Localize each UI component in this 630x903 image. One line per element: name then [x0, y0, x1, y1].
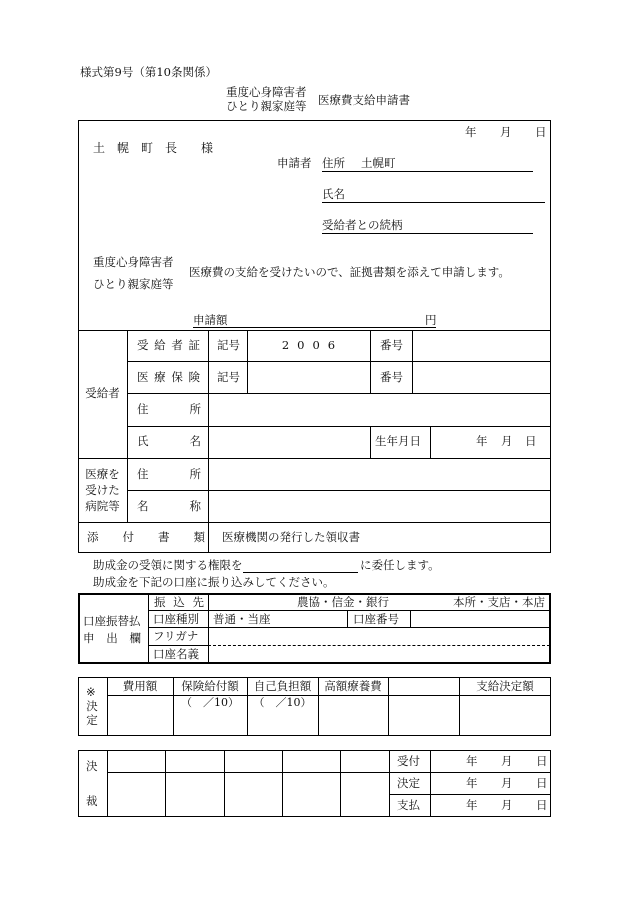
hospital-name-label: 名称 [137, 499, 201, 513]
amount-unit: 円 [425, 313, 437, 327]
delegation-suffix: に委任します。 [360, 558, 440, 572]
paid-date-day: 日 [536, 798, 548, 812]
self-pay-ratio-placeholder: （ ／10） [253, 696, 312, 709]
grid-line [388, 677, 389, 736]
applicant-address-value: 土幌町 [361, 156, 396, 170]
applicant-name-underline [322, 202, 545, 203]
relationship-underline [322, 233, 533, 234]
approval-row-decided: 決定 [397, 776, 420, 790]
grid-line [107, 772, 550, 773]
certificate-number-label: 番号 [380, 338, 403, 352]
approval-row-received: 受付 [397, 754, 420, 768]
grid-line [127, 426, 551, 427]
form-title: 医療費支給申請書 [318, 93, 410, 107]
delegation-underline [243, 572, 358, 573]
certificate-symbol-label: 記号 [217, 338, 240, 352]
recipient-address-label: 住所 [137, 402, 201, 416]
grid-line [430, 750, 431, 817]
account-type-label: 口座種別 [153, 612, 199, 626]
transfer-request: 助成金を下記の口座に振り込みしてください。 [93, 575, 335, 589]
paid-date-month: 月 [501, 798, 513, 812]
grid-line [148, 610, 550, 611]
applicant-label: 申請者 [277, 156, 312, 170]
account-number-label: 口座番号 [353, 612, 399, 626]
received-date-day: 日 [536, 754, 548, 768]
grid-line [78, 522, 551, 523]
bank-section-label-line1: 口座振替払 [83, 614, 141, 628]
grid-line [107, 750, 108, 817]
birthdate-year: 年 [476, 434, 488, 448]
hospital-section-label-line1: 医療を [85, 467, 120, 481]
application-date-day: 日 [535, 125, 547, 139]
application-date-year: 年 [465, 125, 477, 139]
grid-line [282, 750, 283, 817]
amount-underline [193, 327, 436, 328]
grid-line [148, 627, 550, 628]
grid-line [148, 645, 208, 646]
decision-mark: ※ [86, 685, 96, 699]
grid-line [370, 426, 371, 458]
relationship-label: 受給者との続柄 [322, 218, 403, 232]
payee-label: 振込先 [154, 595, 204, 609]
insurance-symbol-label: 記号 [217, 370, 240, 384]
form-title-category-line2: ひとり親家庭等 [226, 99, 307, 113]
grid-line [224, 750, 225, 817]
approval-label-top: 決 [86, 759, 98, 773]
column-high-cost: 高額療養費 [324, 679, 382, 693]
column-cost: 費用額 [122, 679, 158, 693]
hospital-address-label: 住所 [137, 467, 201, 481]
applicant-name-label: 氏名 [322, 187, 345, 201]
furigana-divider [208, 645, 550, 646]
birthdate-day: 日 [525, 434, 537, 448]
decided-date-year: 年 [466, 776, 478, 790]
grid-line [78, 458, 551, 459]
form-number: 様式第9号（第10条関係） [80, 65, 217, 79]
decision-section-label: 決定 [85, 700, 99, 728]
column-insurance-benefit: 保険給付額 [181, 679, 239, 693]
approval-label-bottom: 裁 [86, 794, 98, 808]
grid-line [148, 593, 149, 664]
form-title-category-line1: 重度心身障害者 [226, 85, 307, 99]
grid-line [370, 330, 371, 393]
grid-line [347, 610, 348, 627]
amount-label: 申請額 [193, 313, 228, 327]
grid-line [340, 750, 341, 817]
birthdate-month: 月 [501, 434, 513, 448]
decided-date-day: 日 [536, 776, 548, 790]
approval-row-paid: 支払 [397, 798, 420, 812]
application-date-month: 月 [500, 125, 512, 139]
attachments-label: 添付書類 [87, 530, 205, 544]
hospital-section-label-line2: 受けた [85, 483, 120, 497]
hospital-section-label-line3: 病院等 [85, 499, 120, 513]
bank-section-label-line2: 申出欄 [83, 631, 141, 645]
certificate-symbol-value: 2006 [281, 338, 344, 352]
grid-line [78, 330, 551, 331]
insurance-number-label: 番号 [380, 370, 403, 384]
grid-line [430, 426, 431, 458]
grid-line [127, 490, 551, 491]
grid-line [208, 330, 209, 553]
grid-line [127, 361, 551, 362]
application-section [78, 120, 551, 553]
grid-line [127, 393, 551, 394]
grid-line [165, 750, 166, 817]
decided-date-month: 月 [501, 776, 513, 790]
applicant-address-underline [322, 171, 533, 172]
account-holder-label: 口座名義 [153, 647, 199, 661]
application-statement: 医療費の支給を受けたいので、証拠書類を添えて申請します。 [189, 265, 510, 279]
addressee: 土 幌 町 長 様 [93, 141, 214, 155]
furigana-label: フリガナ [153, 629, 199, 643]
grid-line [389, 794, 550, 795]
approval-table [78, 750, 551, 817]
account-type-options: 普通・当座 [213, 612, 271, 626]
received-date-year: 年 [466, 754, 478, 768]
column-payment-decision: 支給決定額 [476, 679, 534, 693]
recipient-section-label: 受給者 [85, 386, 120, 400]
certificate-label: 受給者証 [137, 338, 200, 352]
paid-date-year: 年 [466, 798, 478, 812]
branch-types: 本所・支店・本店 [453, 595, 545, 609]
birthdate-label: 生年月日 [375, 434, 421, 448]
category-line2: ひとり親家庭等 [93, 277, 174, 291]
grid-line [412, 330, 413, 393]
category-line1: 重度心身障害者 [93, 255, 174, 269]
recipient-name-label: 氏名 [137, 434, 201, 448]
insurance-ratio-placeholder: （ ／10） [181, 696, 239, 709]
grid-line [389, 750, 390, 817]
received-date-month: 月 [501, 754, 513, 768]
insurance-label: 医療保険 [137, 370, 200, 384]
applicant-address-label: 住所 [322, 156, 345, 170]
delegation-prefix: 助成金の受領に関する権限を [93, 558, 243, 572]
column-self-pay: 自己負担額 [253, 679, 312, 693]
attachments-value: 医療機関の発行した領収書 [222, 530, 360, 544]
institution-types: 農協・信金・銀行 [297, 595, 389, 609]
grid-line [208, 593, 209, 664]
grid-line [410, 610, 411, 627]
